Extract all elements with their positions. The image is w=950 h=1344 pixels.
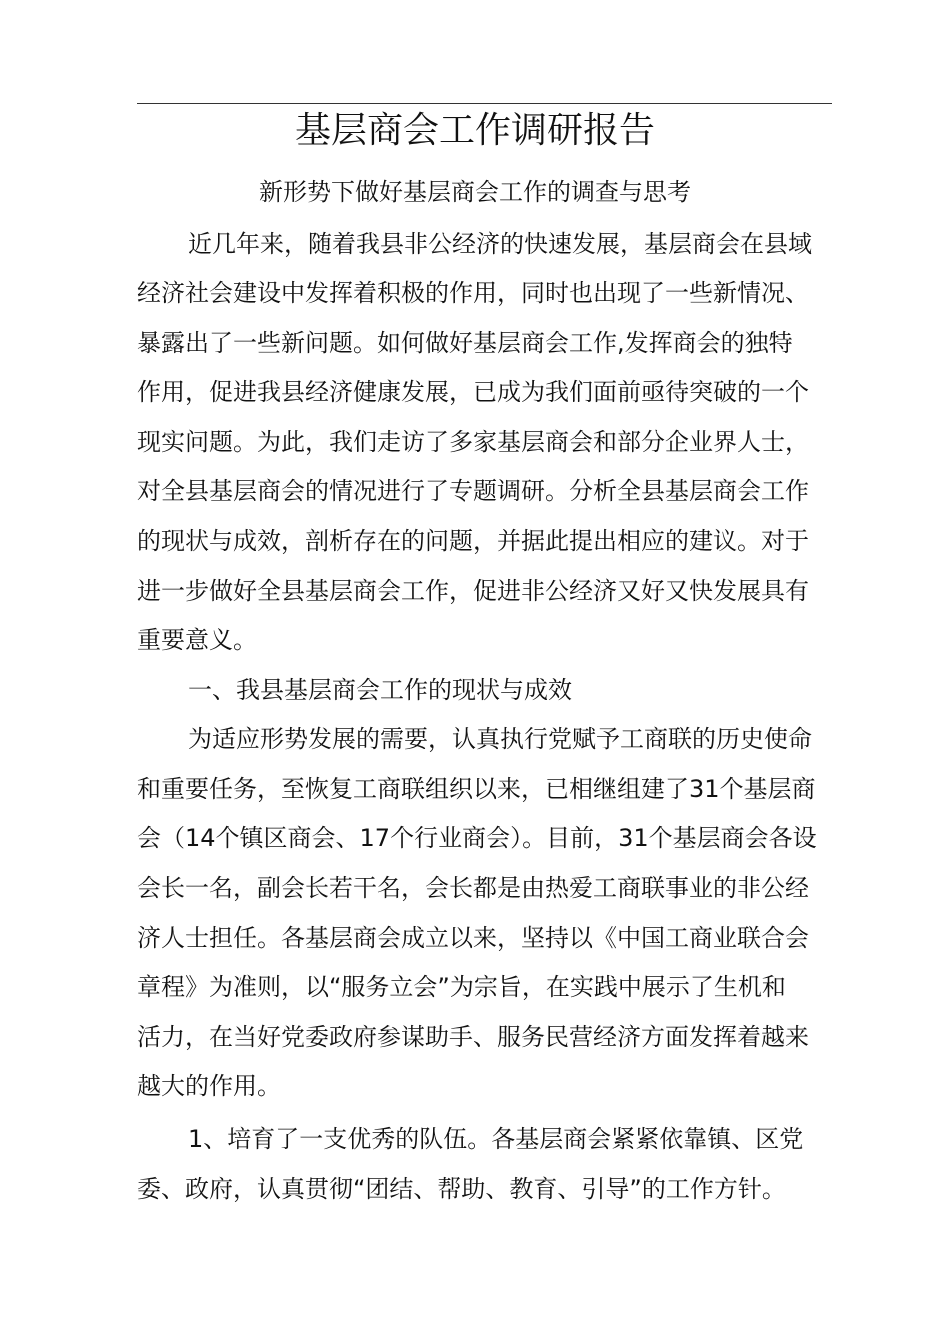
body-line: 济人士担任。各基层商会成立以来，坚持以《中国工商业联合会 — [137, 924, 809, 952]
body-line: 进一步做好全县基层商会工作，促进非公经济又好又快发展具有 — [137, 577, 809, 605]
section-heading: 一、我县基层商会工作的现状与成效 — [188, 676, 572, 704]
body-line: 活力，在当好党委政府参谋助手、服务民营经济方面发挥着越来 — [137, 1023, 809, 1051]
document-subtitle: 新形势下做好基层商会工作的调查与思考 — [259, 178, 691, 206]
body-line: 1、培育了一支优秀的队伍。各基层商会紧紧依靠镇、区党 — [188, 1125, 804, 1153]
body-line: 暴露出了一些新问题。如何做好基层商会工作,发挥商会的独特 — [137, 329, 793, 357]
body-line: 会长一名，副会长若干名，会长都是由热爱工商联事业的非公经 — [137, 874, 809, 902]
header-rule — [137, 103, 832, 104]
body-line: 越大的作用。 — [137, 1072, 281, 1100]
body-line: 现实问题。为此，我们走访了多家基层商会和部分企业界人士， — [137, 428, 809, 456]
body-line: 对全县基层商会的情况进行了专题调研。分析全县基层商会工作 — [137, 477, 809, 505]
document-title: 基层商会工作调研报告 — [294, 110, 655, 151]
body-line: 经济社会建设中发挥着积极的作用，同时也出现了一些新情况、 — [137, 279, 809, 307]
body-line: 为适应形势发展的需要，认真执行党赋予工商联的历史使命 — [188, 725, 812, 753]
body-line: 的现状与成效，剖析存在的问题，并据此提出相应的建议。对于 — [137, 527, 809, 555]
body-line: 重要意义。 — [137, 626, 257, 654]
body-line: 作用，促进我县经济健康发展，已成为我们面前亟待突破的一个 — [137, 378, 809, 406]
body-line: 和重要任务，至恢复工商联组织以来，已相继组建了31个基层商 — [137, 775, 816, 803]
body-line: 委、政府，认真贯彻“团结、帮助、教育、引导”的工作方针。 — [137, 1175, 786, 1203]
body-line: 章程》为准则，以“服务立会”为宗旨，在实践中展示了生机和 — [137, 973, 786, 1001]
body-line: 近几年来，随着我县非公经济的快速发展，基层商会在县域 — [188, 230, 812, 258]
body-line: 会（14个镇区商会、17个行业商会）。目前，31个基层商会各设 — [137, 824, 817, 852]
